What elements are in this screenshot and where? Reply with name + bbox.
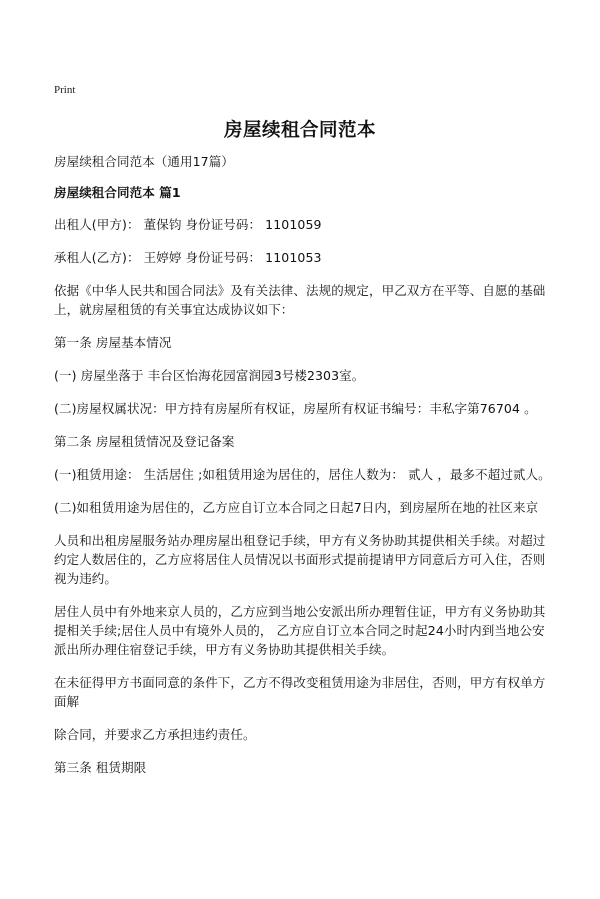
document-body — [54, 150, 554, 777]
paragraph-registration-cont: 人员和出租房屋服务站办理房屋出租登记手续，甲方有义务协助其提供相关手续。对超过约定人数居住的，乙方应将居住人员情况以书面形式提前提请甲方同意后方可入住，否则视为违约。 — [54, 533, 546, 586]
paragraph-lessor: 出租人(甲方)： 董保钧 身份证号码： 1101059 — [54, 217, 322, 232]
paragraph-lessee: 承租人(乙方)： 王婷婷 身份证号码： 1101053 — [54, 250, 322, 265]
article-2-heading: 第二条 房屋租赁情况及登记备案 — [54, 434, 235, 449]
paragraph-location: (一) 房屋坐落于 丰台区怡海花园富润园3号楼2303室。 — [54, 368, 365, 383]
paragraph-registration: (二)如租赁用途为居住的，乙方应自订立本合同之日起7日内，到房屋所在地的社区来京 — [54, 500, 539, 515]
page-title: 房屋续租合同范本 — [223, 120, 376, 141]
paragraph-usage-change: 在未征得甲方书面同意的条件下，乙方不得改变租赁用途为非居住，否则，甲方有权单方面解 — [54, 675, 546, 709]
paragraph-residents: 居住人员中有外地来京人员的，乙方应到当地公安派出所办理暂住证，甲方有义务协助其提相关手续;居住人员中有境外人员的， 乙方应自订立本合同之时起24小时内到当地公安派出所办理住宿登记手续，甲方有义务协助其提供相关手续。 — [54, 604, 546, 657]
article-3-heading: 第三条 租赁期限 — [54, 760, 147, 775]
article-1-heading: 第一条 房屋基本情况 — [54, 335, 172, 350]
paragraph-basis: 依据《中华人民共和国合同法》及有关法律、法规的规定，甲乙双方在平等、自愿的基础上，就房屋租赁的有关事宜达成协议如下： — [54, 283, 546, 317]
paragraph-ownership: (二)房屋权属状况：甲方持有房屋所有权证，房屋所有权证书编号：丰私字第76704 。 — [54, 401, 537, 416]
section-heading: 房屋续租合同范本 篇1 — [54, 185, 181, 200]
document-subtitle: 房屋续租合同范本（通用17篇） — [54, 154, 234, 169]
paragraph-termination: 除合同，并要求乙方承担违约责任。 — [54, 727, 256, 742]
print-link[interactable]: Print — [54, 84, 76, 96]
paragraph-usage: (一)租赁用途： 生活居住 ;如租赁用途为居住的，居住人数为： 贰人 ，最多不超过贰人。 — [54, 467, 551, 482]
